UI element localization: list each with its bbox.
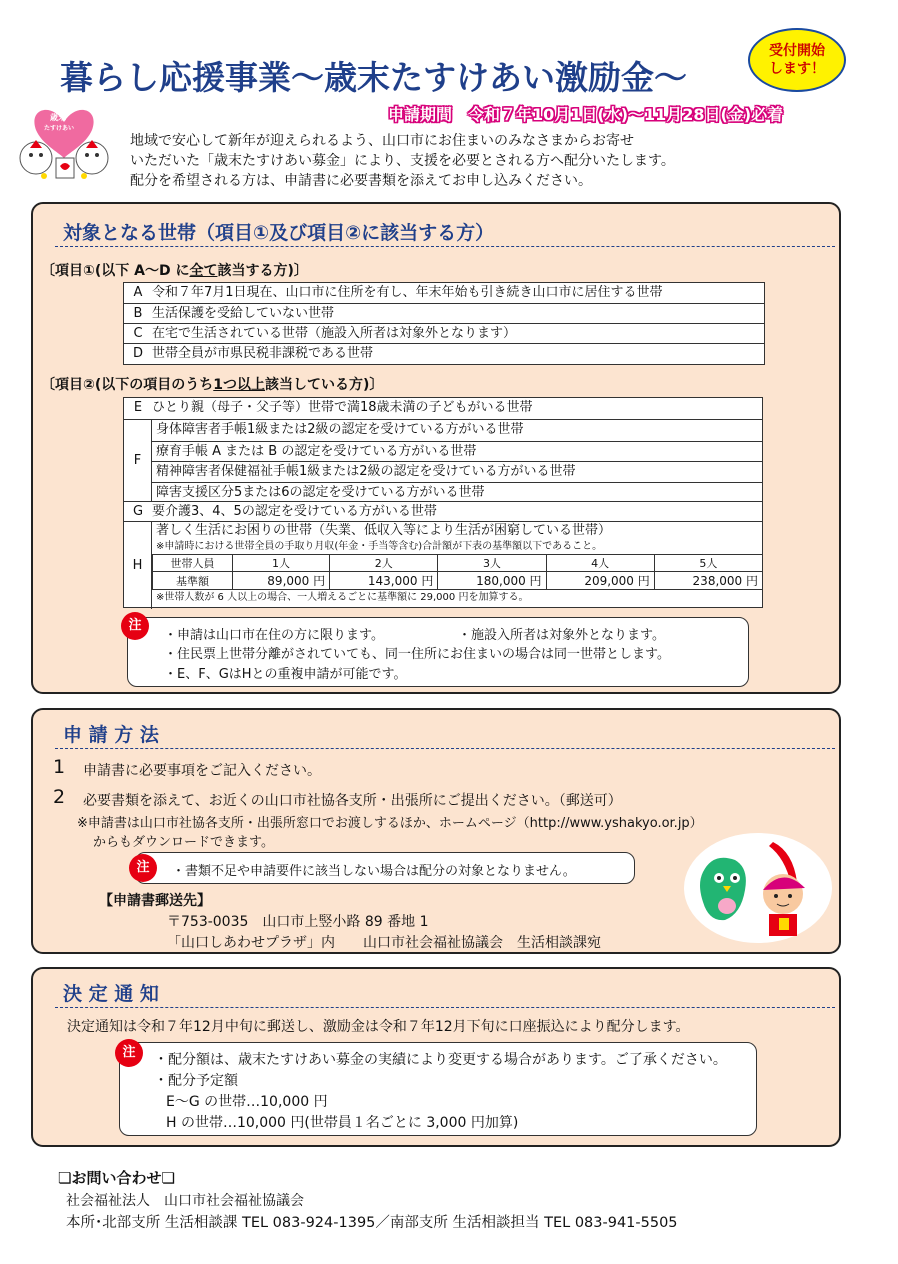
list-item: 障害支援区分5または6の認定を受けている方がいる世帯: [152, 482, 762, 503]
row-h-letter: H: [124, 521, 152, 609]
table-cell: 3人: [438, 555, 546, 572]
table-row-e: E ひとり親（母子・父子等）世帯で満18歳未満の子どもがいる世帯: [133, 400, 533, 415]
note-mark: 注: [121, 612, 149, 640]
note-line: E～G の世帯…10,000 円: [166, 1094, 328, 1110]
row-h-content: [152, 521, 762, 609]
note-line: ・配分予定額: [154, 1073, 238, 1089]
note-line: ・住民票上世帯分離がされていても、同一住所にお住まいの場合は同一世帯とします。: [164, 647, 670, 662]
page-title: 暮らし応援事業～歳末たすけあい激励金～: [60, 58, 687, 97]
mascots-illustration: [683, 832, 833, 944]
note-line: H の世帯…10,000 円(世帯員１名ごとに 3,000 円加算): [166, 1115, 519, 1131]
note-mark: 注: [129, 854, 157, 882]
step-2-note: ※申請書は山口市社協各支所・出張所窓口でお渡しするほか、ホームページ（http://www.yshakyo.or.jp）: [77, 816, 703, 831]
table-row: A 令和７年7月1日現在、山口市に住所を有し、年末年始も引き続き山口市に居住する世帯: [133, 285, 663, 300]
reception-open-badge: [748, 28, 846, 92]
decision-notice-section: [31, 967, 841, 1147]
table-row: B 生活保護を受給していない世帯: [124, 303, 764, 323]
target-notes-box: [127, 617, 749, 687]
application-method-section: [31, 708, 841, 954]
decision-section-title: 決 定 通 知: [63, 983, 159, 1005]
title-divider: [55, 1007, 835, 1008]
table-row: C 在宅で生活されている世帯（施設入所者は対象外となります）: [124, 323, 764, 343]
note-mark: 注: [115, 1039, 143, 1067]
table-header-cell: 世帯人員: [153, 555, 233, 572]
badge-line-1: 受付開始: [769, 43, 825, 59]
note-line: ・申請は山口市在住の方に限ります。: [164, 628, 384, 643]
table-row-g: G 要介護3、4、5の認定を受けている方がいる世帯: [124, 501, 762, 521]
intro-text: [130, 131, 850, 191]
income-threshold-table: [152, 554, 763, 590]
intro-line: 配分を希望される方は、申請書に必要書類を添えてお申し込みください。: [130, 173, 592, 189]
badge-line-2: します！: [769, 61, 825, 77]
mascot-pair-illustration: [14, 100, 114, 182]
table-header-cell: 基準額: [153, 572, 233, 590]
note-line: ・配分額は、歳末たすけあい募金の実績により変更する場合があります。ご了承ください。: [154, 1052, 727, 1068]
table-cell: 238,000 円: [654, 572, 762, 590]
item1-table: [123, 282, 765, 365]
intro-line: いただいた「歳末たすけあい募金」により、支援を必要とされる方へ配分いたします。: [130, 153, 675, 169]
note-line: ・書類不足や申請要件に該当しない場合は配分の対象となりません。: [172, 864, 576, 879]
table-cell: 2人: [330, 555, 438, 572]
table-cell: 180,000 円: [438, 572, 546, 590]
table-cell: 89,000 円: [233, 572, 330, 590]
list-item: 精神障害者保健福祉手帳1級または2級の認定を受けている方がいる世帯: [152, 461, 762, 482]
step-number: 2: [53, 786, 66, 808]
table-row: [153, 555, 763, 572]
step-2-text: 必要書類を添えて、お近くの山口市社協各支所・出張所にご提出ください。（郵送可）: [83, 793, 622, 809]
table-cell: 209,000 円: [546, 572, 654, 590]
decision-notes-box: [119, 1042, 757, 1136]
item2-table: [123, 397, 763, 608]
title-divider: [55, 246, 835, 247]
contact-title: ❏お問い合わせ❏: [58, 1169, 175, 1187]
apply-section-title: 申 請 方 法: [63, 724, 159, 746]
row-f-items: [152, 419, 762, 501]
row-h-footer: ※世帯人数が 6 人以上の場合、一人増えるごとに基準額に 29,000 円を加算する。: [156, 592, 529, 603]
title-divider: [55, 748, 835, 749]
row-h-text: 著しく生活にお困りの世帯（失業、低収入等により生活が困窮している世帯）: [156, 523, 612, 538]
apply-note-box: [135, 852, 635, 884]
decision-text: 決定通知は令和７年12月中旬に郵送し、激励金は令和７年12月下旬に口座振込により配分します。: [67, 1019, 690, 1035]
list-item: 療育手帳 A または B の認定を受けている方がいる世帯: [152, 441, 762, 462]
intro-line: 地域で安心して新年が迎えられるよう、山口市にお住まいのみなさまからお寄せ: [130, 133, 634, 149]
mascot-sign-label-2: たすけあい: [44, 125, 75, 132]
step-1-text: 申請書に必要事項をご記入ください。: [83, 763, 321, 779]
table-cell: 4人: [546, 555, 654, 572]
table-cell: 143,000 円: [330, 572, 438, 590]
table-cell: 1人: [233, 555, 330, 572]
application-period: 申請期間 令和７年10月1日(水)～11月28日(金)必着: [388, 105, 784, 124]
table-row: [153, 572, 763, 590]
contact-organization: 社会福祉法人 山口市社会福祉協議会: [66, 1193, 304, 1209]
target-section-title: 対象となる世帯（項目①及び項目②に該当する方）: [63, 222, 495, 244]
table-cell: 5人: [654, 555, 762, 572]
step-number: 1: [53, 756, 66, 778]
item1-label: 〔項目①(以下 A～D に全て該当する方)〕: [41, 263, 308, 279]
row-h-note: ※申請時における世帯全員の手取り月収(年金・手当等含む)合計額が下表の基準額以下であること。: [156, 541, 603, 552]
step-2-note: からもダウンロードできます。: [93, 835, 274, 850]
contact-phones: 本所･北部支所 生活相談課 TEL 083-924-1395／南部支所 生活相談担当 TEL 083-941-5505: [66, 1215, 678, 1231]
target-households-section: [31, 202, 841, 694]
row-f-letter: F: [124, 419, 152, 501]
list-item: 身体障害者手帳1級または2級の認定を受けている方がいる世帯: [156, 422, 524, 437]
note-line: ・施設入所者は対象外となります。: [458, 628, 665, 643]
mail-label: 【申請書郵送先】: [99, 893, 211, 909]
mascot-sign-label-1: 歳末: [50, 113, 66, 122]
mail-recipient: 「山口しあわせプラザ」内 山口市社会福祉協議会 生活相談課宛: [167, 935, 601, 951]
note-line: ・E、F、GはHとの重複申請が可能です。: [164, 667, 407, 682]
mail-address: 〒753-0035 山口市上竪小路 89 番地 1: [167, 914, 429, 930]
table-row: D 世帯全員が市県民税非課税である世帯: [124, 343, 764, 363]
item2-label: 〔項目②(以下の項目のうち1つ以上該当している方)〕: [41, 377, 384, 393]
